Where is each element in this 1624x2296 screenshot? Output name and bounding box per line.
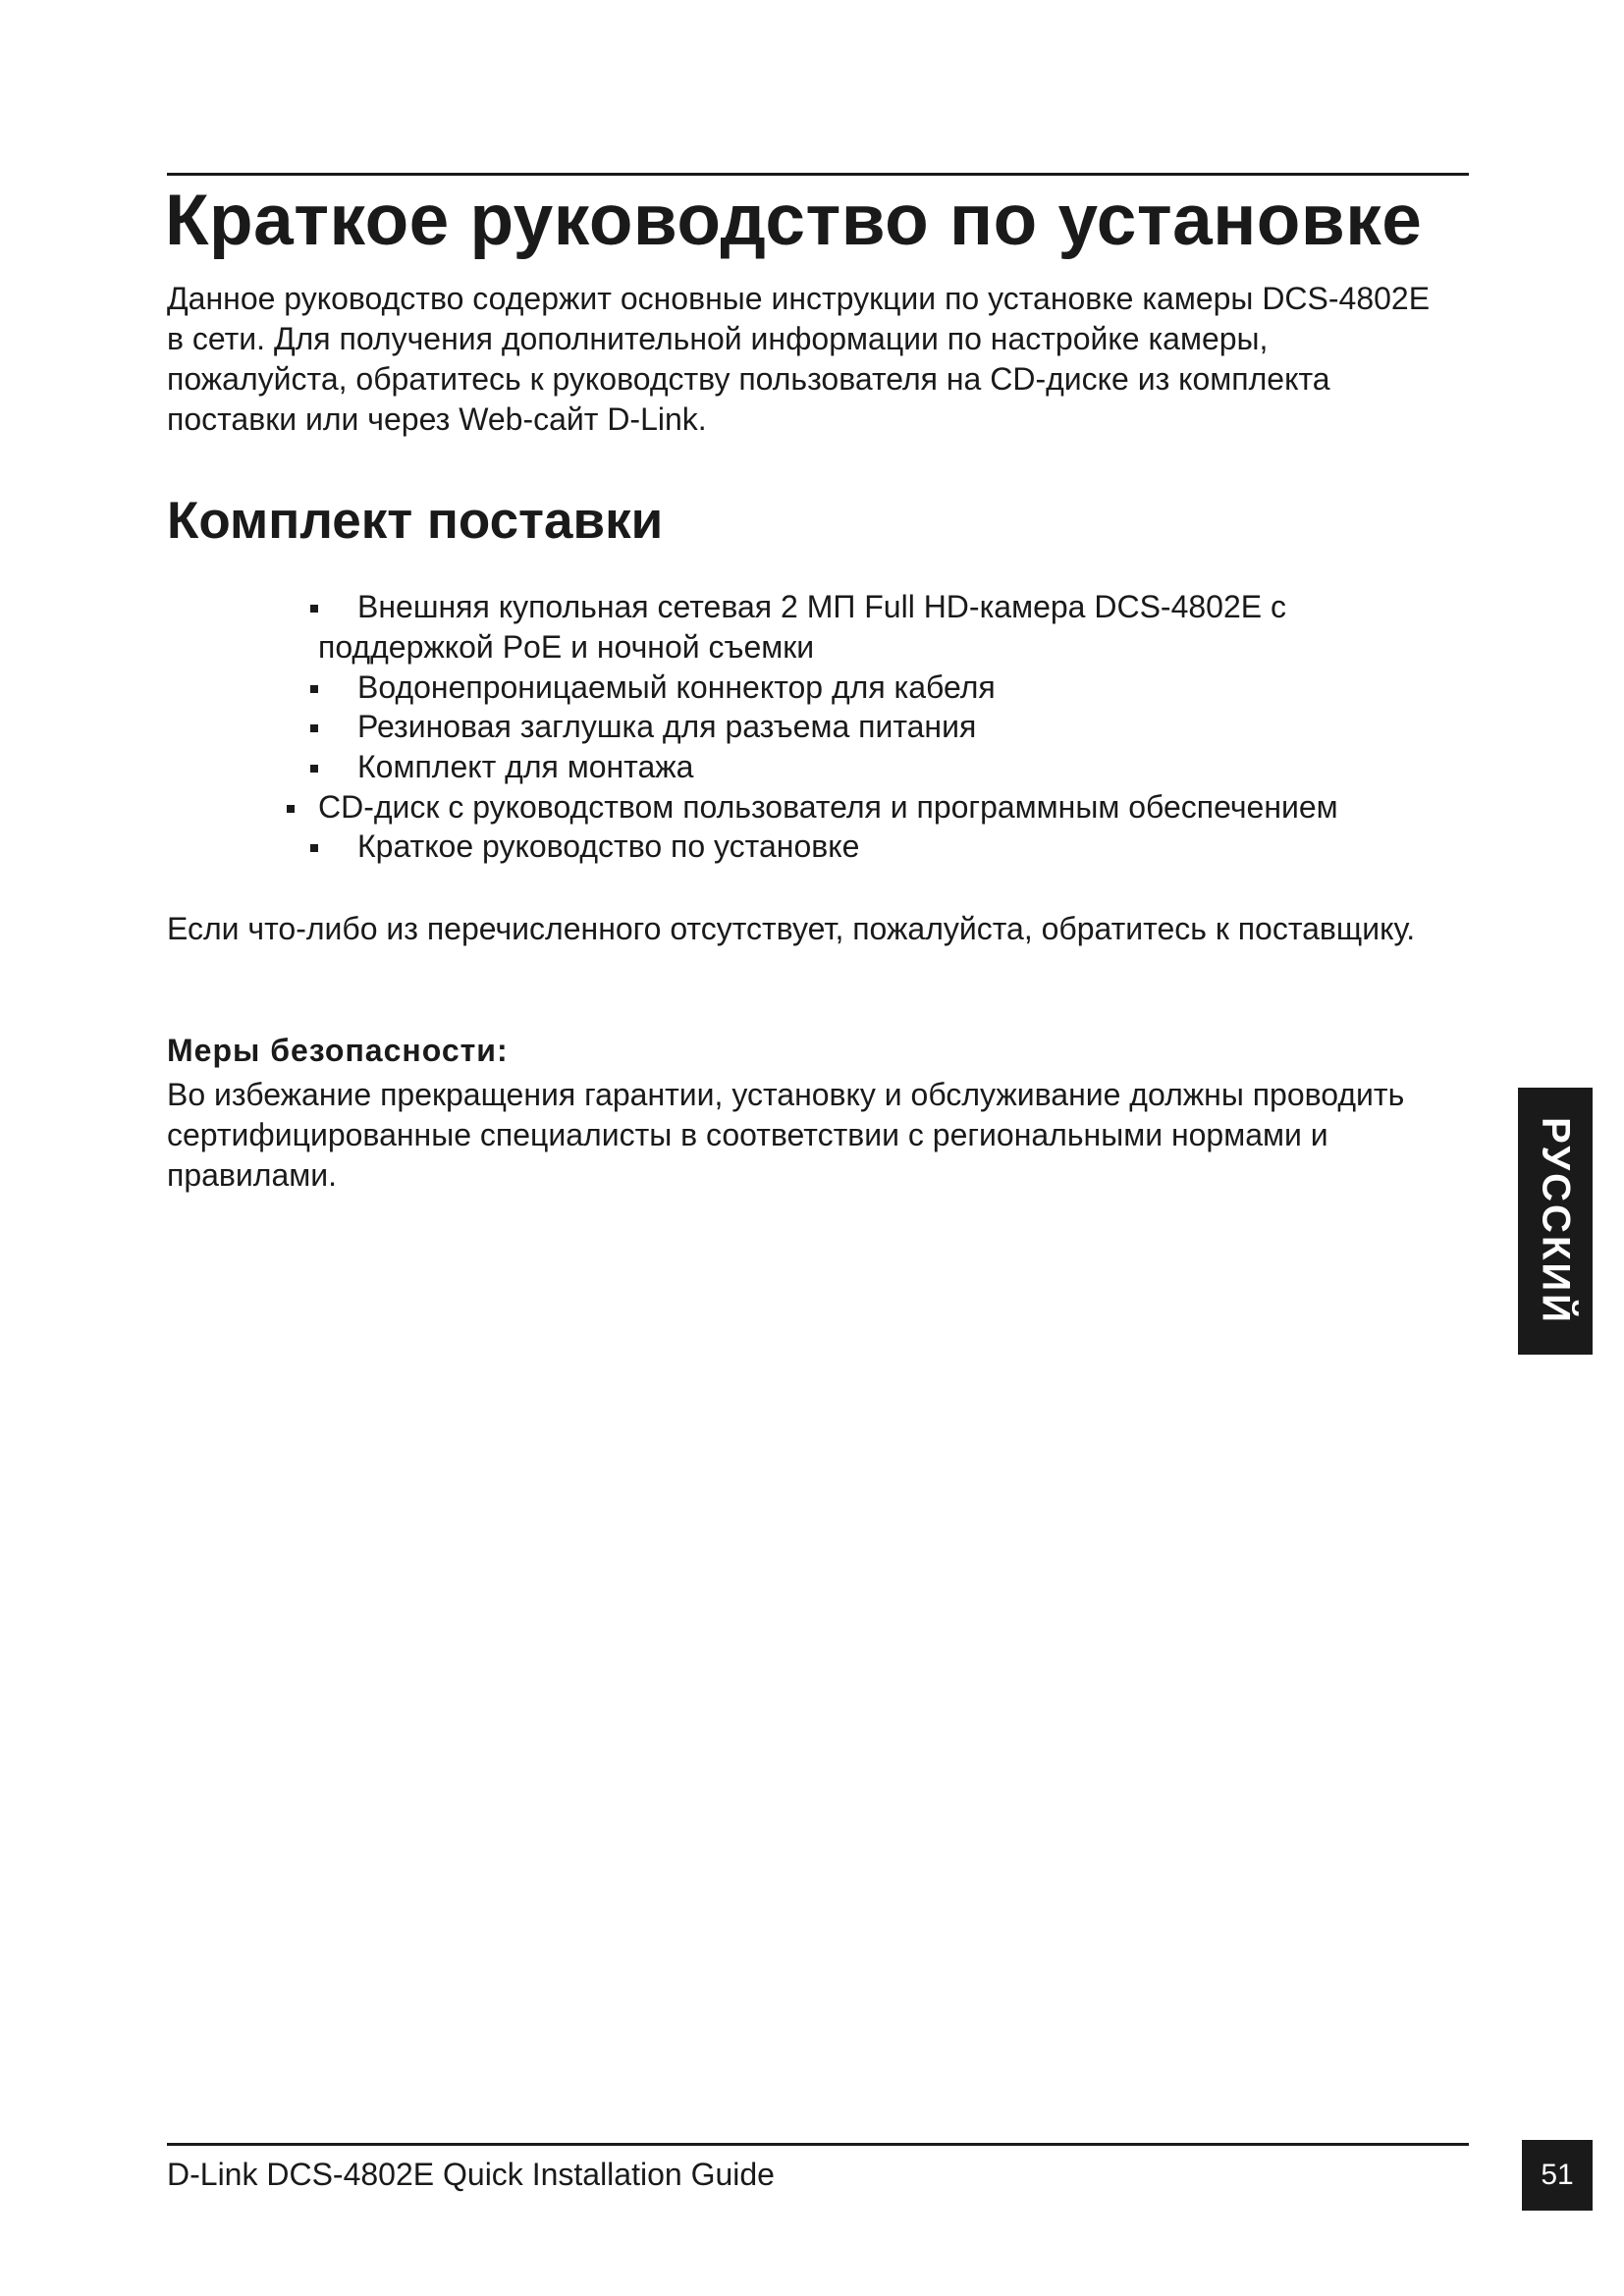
footer-rule bbox=[167, 2143, 1469, 2146]
list-item bbox=[316, 749, 693, 785]
intro-paragraph: Данное руководство содержит основные инструкции по установке камеры DCS-4802E в сети. Для получения дополнительной информации по настройке камеры, пожалуйста, обратитесь к руководству пользователя на CD-диске из комплекта поставки или через Web-сайт D-Link. bbox=[167, 281, 1431, 437]
list-item-text: CD-диск с руководством пользователя и программным обеспечением bbox=[318, 789, 1338, 825]
safety-heading: Меры безопасности: bbox=[167, 1033, 509, 1068]
list-item-continuation bbox=[318, 629, 814, 666]
list-item-text: Водонепроницаемый коннектор для кабеля bbox=[357, 669, 996, 705]
list-item-text: Резиновая заглушка для разъема питания bbox=[357, 709, 977, 744]
list-item bbox=[316, 669, 996, 706]
language-tab bbox=[1518, 1088, 1593, 1355]
list-item bbox=[316, 589, 1286, 625]
list-item bbox=[291, 789, 1338, 826]
language-tab-label: РУССКИЙ bbox=[1534, 1117, 1578, 1325]
bullet-icon bbox=[310, 765, 318, 773]
list-item-text: поддержкой PoE и ночной съемки bbox=[318, 629, 815, 665]
bullet-icon bbox=[287, 805, 295, 813]
header-rule bbox=[167, 173, 1469, 176]
footer-text: D-Link DCS-4802E Quick Installation Guide bbox=[167, 2157, 775, 2192]
page-title: Краткое руководство по установке bbox=[165, 181, 1423, 260]
missing-items-note: Если что-либо из перечисленного отсутствует, пожалуйста, обратитесь к поставщику. bbox=[167, 911, 1416, 946]
list-item-text: Внешняя купольная сетевая 2 МП Full HD-камера DCS-4802E с bbox=[357, 589, 1286, 624]
list-item-text: Краткое руководство по установке bbox=[357, 828, 860, 864]
safety-text: Во избежание прекращения гарантии, установку и обслуживание должны проводить сертифицированные специалисты в соответствии с региональными нормами и правилами. bbox=[167, 1077, 1405, 1193]
page-number: 51 bbox=[1522, 2140, 1593, 2211]
section-title-package: Комплект поставки bbox=[167, 492, 664, 550]
bullet-icon bbox=[310, 685, 318, 693]
list-item bbox=[316, 828, 859, 865]
list-item bbox=[316, 709, 976, 745]
list-item-text: Комплект для монтажа bbox=[357, 749, 694, 784]
bullet-icon bbox=[310, 605, 318, 613]
bullet-icon bbox=[310, 724, 318, 732]
bullet-icon bbox=[310, 844, 318, 852]
